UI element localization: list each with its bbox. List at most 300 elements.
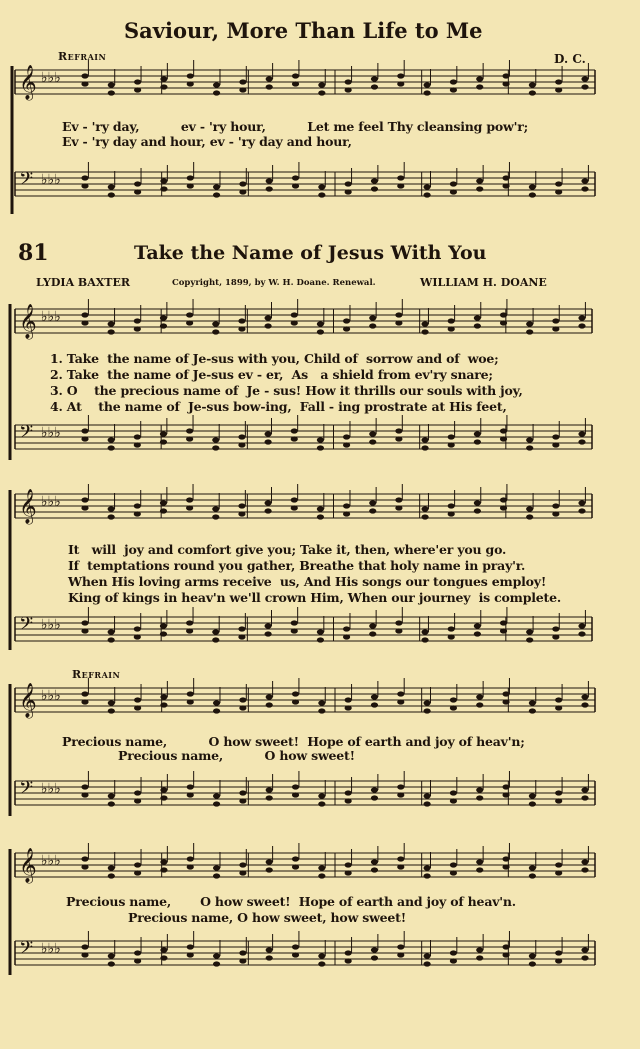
sys1-bass-note-head xyxy=(265,431,272,436)
ref1-bass-note-head xyxy=(292,784,299,789)
hymn-title: Take the Name of Jesus With You xyxy=(134,242,487,264)
ref1-treble-note-head xyxy=(555,697,562,702)
prev-bass-note-head xyxy=(555,189,562,194)
ref1-bass-note-head xyxy=(239,790,246,795)
sys2-treble-note-head xyxy=(395,505,402,510)
ref2-treble-note-head xyxy=(318,865,325,870)
ref1-treble-note-head xyxy=(266,702,273,707)
prev-bass-note-head xyxy=(581,186,588,191)
prev-bass-note-head xyxy=(581,178,588,183)
sys2-bass-note-head xyxy=(108,629,115,634)
prev-bass-note-head xyxy=(371,178,378,183)
prev-bass-note-head xyxy=(318,184,325,189)
sys2-treble-note-head xyxy=(421,514,428,519)
ref1-bass-note-head xyxy=(292,792,299,797)
prev-treble-note-head xyxy=(292,81,299,86)
ref2-bass-note-head xyxy=(108,953,115,958)
sys1-treble-note-head xyxy=(317,329,324,334)
bass-clef-icon: 𝄢 xyxy=(19,938,34,963)
sys1-treble-note-head xyxy=(500,320,507,325)
sys2-bass-note-head xyxy=(369,631,376,636)
ref2-bass-note-head xyxy=(187,952,194,957)
sys2-bass-note-head xyxy=(317,637,324,642)
sys2-bass-note-head xyxy=(343,626,350,631)
ref2-treble-note-head xyxy=(134,862,141,867)
sys1-bass-note-head xyxy=(500,428,507,433)
prev-treble-note-head xyxy=(187,81,194,86)
ref2-bass-note-head xyxy=(292,944,299,949)
sys2-bass-note-head xyxy=(134,626,141,631)
ref2-bass-note-head xyxy=(266,947,273,952)
key-signature-flats: ♭♭♭ xyxy=(41,688,61,704)
ref1-bass-note-head xyxy=(371,787,378,792)
ref2-bass-note-head xyxy=(529,953,536,958)
prev-bass-note-head xyxy=(555,181,562,186)
author-credit: LYDIA BAXTER xyxy=(36,276,131,289)
previous-refrain-label: Refrain xyxy=(58,50,107,63)
prev-treble-note-head xyxy=(134,79,141,84)
sys2-bass-note-head xyxy=(369,623,376,628)
ref2-treble-note-head xyxy=(555,870,562,875)
prev-treble-note-head xyxy=(318,82,325,87)
ref1-bass-note-head xyxy=(213,793,220,798)
refrain-line-4: Precious name, O how sweet, how sweet! xyxy=(128,910,407,925)
ref2-treble-note-head xyxy=(502,864,509,869)
ref2-treble-note-head xyxy=(529,865,536,870)
sys2-treble-note-head xyxy=(265,500,272,505)
ref2-treble-note-head xyxy=(292,864,299,869)
ref1-bass-note-head xyxy=(213,801,220,806)
bass-clef-icon: 𝄢 xyxy=(19,169,34,194)
prev-treble-note-head xyxy=(160,76,167,81)
sys2-treble-note-head xyxy=(369,500,376,505)
ref1-treble-note-head xyxy=(502,691,509,696)
ref2-bass-note-head xyxy=(160,955,167,960)
prev-bass-note-head xyxy=(160,186,167,191)
sys2-treble-note-head xyxy=(160,508,167,513)
sys2-bass-note-head xyxy=(526,629,533,634)
sys1-treble-note-head xyxy=(238,326,245,331)
ref1-bass-note-head xyxy=(476,787,483,792)
sys2-bass-note-head xyxy=(291,628,298,633)
ref1-treble-note-head xyxy=(345,697,352,702)
prev-treble-note-head xyxy=(397,81,404,86)
ref1-bass-note-head xyxy=(160,787,167,792)
ref1-treble-note-head xyxy=(581,702,588,707)
sys2-treble-note-head xyxy=(526,506,533,511)
sys1-treble-note-head xyxy=(81,320,88,325)
dc-mark: D. C. xyxy=(554,52,586,66)
ref2-bass-note-head xyxy=(187,944,194,949)
ref2-bass-note-head xyxy=(134,958,141,963)
prev-bass-note-head xyxy=(371,186,378,191)
sys1-treble-note-head xyxy=(108,321,115,326)
sys1-bass-note-head xyxy=(526,445,533,450)
ref2-treble-note-head xyxy=(555,862,562,867)
ref2-bass-note-head xyxy=(345,950,352,955)
ref2-treble-note-head xyxy=(239,862,246,867)
ref2-treble-note-head xyxy=(345,862,352,867)
ref2-treble-note-head xyxy=(160,867,167,872)
sys1-bass-note-head xyxy=(212,445,219,450)
sys1-bass-note-head xyxy=(578,431,585,436)
prev-bass-note-head xyxy=(108,184,115,189)
previous-hymn-title: Saviour, More Than Life to Me xyxy=(124,18,483,43)
sys1-treble-note-head xyxy=(421,321,428,326)
sys1-bass-note-head xyxy=(474,439,481,444)
sys1-treble-note-head xyxy=(578,323,585,328)
verse-line-7: When His loving arms receive us, And His songs our tongues employ! xyxy=(68,574,547,589)
ref2-bass-note-head xyxy=(529,961,536,966)
prev-treble-note-head xyxy=(345,87,352,92)
bass-clef-icon: 𝄢 xyxy=(19,614,34,639)
sys1-bass-note-head xyxy=(186,428,193,433)
ref1-bass-note-head xyxy=(108,801,115,806)
verse-line-5: It will joy and comfort give you; Take it, then, where'er you go. xyxy=(68,542,507,557)
key-signature-flats: ♭♭♭ xyxy=(41,781,61,797)
sys1-bass-note-head xyxy=(343,442,350,447)
prev-treble-note-head xyxy=(424,90,431,95)
refrain-line-1: Precious name, O how sweet! Hope of earth and joy of heav'n; xyxy=(62,734,525,749)
sys2-treble-note-head xyxy=(108,514,115,519)
ref1-bass-note-head xyxy=(345,790,352,795)
sys1-bass-note-head xyxy=(395,436,402,441)
sys1-treble-note-head xyxy=(291,320,298,325)
sys2-bass-note-head xyxy=(265,623,272,628)
sys2-bass-note-head xyxy=(81,620,88,625)
sys1-bass-note-head xyxy=(369,439,376,444)
sys1-bass-note-head xyxy=(448,434,455,439)
sys2-treble-note-head xyxy=(552,511,559,516)
prev-bass-note-head xyxy=(239,189,246,194)
ref2-treble-note-head xyxy=(213,865,220,870)
sys2-treble-note-head xyxy=(134,503,141,508)
ref1-treble-note-head xyxy=(160,702,167,707)
prev-treble-note-head xyxy=(502,81,509,86)
previous-lyric-line-2: Ev - 'ry day and hour, ev - 'ry day and hour, xyxy=(62,134,352,149)
prev-bass-note-head xyxy=(213,184,220,189)
ref1-bass-note-head xyxy=(555,790,562,795)
prev-treble-note-head xyxy=(450,87,457,92)
sys1-treble-note-head xyxy=(395,312,402,317)
ref2-bass-note-head xyxy=(239,958,246,963)
prev-bass-note-head xyxy=(239,181,246,186)
ref2-bass-note-head xyxy=(134,950,141,955)
ref2-treble-note-head xyxy=(397,864,404,869)
ref2-treble-note-head xyxy=(266,867,273,872)
sys1-treble-note-head xyxy=(81,312,88,317)
prev-bass-note-head xyxy=(108,192,115,197)
sys1-treble-note-head xyxy=(526,321,533,326)
ref1-bass-note-head xyxy=(187,784,194,789)
sys1-treble-note-head xyxy=(395,320,402,325)
ref1-treble-note-head xyxy=(239,705,246,710)
ref2-treble-note-head xyxy=(81,864,88,869)
ref2-treble-note-head xyxy=(581,859,588,864)
sys2-treble-note-head xyxy=(500,497,507,502)
sys2-treble-note-head xyxy=(343,511,350,516)
key-signature-flats: ♭♭♭ xyxy=(41,70,61,86)
ref1-bass-note-head xyxy=(397,784,404,789)
sys1-treble-note-head xyxy=(448,318,455,323)
ref1-treble-note-head xyxy=(450,705,457,710)
prev-bass-note-head xyxy=(292,175,299,180)
ref1-treble-note-head xyxy=(187,699,194,704)
key-signature-flats: ♭♭♭ xyxy=(41,617,61,633)
sys2-bass-note-head xyxy=(395,620,402,625)
sys2-bass-note-head xyxy=(552,634,559,639)
prev-treble-note-head xyxy=(239,79,246,84)
ref1-bass-note-head xyxy=(424,801,431,806)
bass-clef-icon: 𝄢 xyxy=(19,778,34,803)
sys2-treble-note-head xyxy=(186,497,193,502)
prev-treble-note-head xyxy=(213,82,220,87)
sys2-treble-note-head xyxy=(317,514,324,519)
key-signature-flats: ♭♭♭ xyxy=(41,941,61,957)
sys1-bass-note-head xyxy=(186,436,193,441)
prev-treble-note-head xyxy=(134,87,141,92)
sys1-treble-note-head xyxy=(448,326,455,331)
ref1-bass-note-head xyxy=(397,792,404,797)
ref1-treble-note-head xyxy=(371,694,378,699)
prev-treble-note-head xyxy=(239,87,246,92)
prev-treble-note-head xyxy=(108,90,115,95)
prev-bass-note-head xyxy=(476,186,483,191)
sys2-treble-note-head xyxy=(212,506,219,511)
prev-bass-note-head xyxy=(292,183,299,188)
verse-line-2: 2. Take the name of Je-sus ev - er, As a shield from ev'ry snare; xyxy=(50,367,493,382)
sys1-treble-note-head xyxy=(526,329,533,334)
sys1-bass-note-head xyxy=(500,436,507,441)
ref1-treble-note-head xyxy=(450,697,457,702)
sys2-treble-note-head xyxy=(265,508,272,513)
sys1-treble-note-head xyxy=(343,326,350,331)
sys2-treble-note-head xyxy=(160,500,167,505)
sys1-treble-note-head xyxy=(134,326,141,331)
ref1-treble-note-head xyxy=(476,694,483,699)
bass-clef-icon: 𝄢 xyxy=(19,422,34,447)
ref1-treble-note-head xyxy=(581,694,588,699)
sys1-bass-note-head xyxy=(134,442,141,447)
prev-treble-note-head xyxy=(371,76,378,81)
ref2-bass-note-head xyxy=(371,955,378,960)
ref1-bass-note-head xyxy=(581,795,588,800)
ref2-treble-note-head xyxy=(239,870,246,875)
prev-bass-note-head xyxy=(345,181,352,186)
ref2-bass-note-head xyxy=(424,953,431,958)
sys2-treble-note-head xyxy=(238,511,245,516)
sys2-bass-note-head xyxy=(291,620,298,625)
sys1-bass-note-head xyxy=(134,434,141,439)
sys2-bass-note-head xyxy=(343,634,350,639)
ref1-treble-note-head xyxy=(160,694,167,699)
sys1-bass-note-head xyxy=(291,436,298,441)
sys1-treble-note-head xyxy=(369,323,376,328)
sys2-treble-note-head xyxy=(448,511,455,516)
ref2-bass-note-head xyxy=(213,953,220,958)
ref2-bass-note-head xyxy=(476,955,483,960)
ref1-treble-note-head xyxy=(371,702,378,707)
prev-treble-note-head xyxy=(345,79,352,84)
treble-clef-icon: 𝄞 xyxy=(19,848,37,883)
sys1-bass-note-head xyxy=(552,434,559,439)
sys1-treble-note-head xyxy=(160,315,167,320)
sys2-treble-note-head xyxy=(578,500,585,505)
sys1-treble-note-head xyxy=(265,315,272,320)
ref1-bass-note-head xyxy=(581,787,588,792)
prev-bass-note-head xyxy=(213,192,220,197)
prev-bass-note-head xyxy=(134,189,141,194)
ref2-bass-note-head xyxy=(318,961,325,966)
ref2-bass-note-head xyxy=(502,944,509,949)
refrain-line-2: Precious name, O how sweet! xyxy=(118,748,355,763)
ref1-bass-note-head xyxy=(134,798,141,803)
ref1-bass-note-head xyxy=(81,784,88,789)
prev-bass-note-head xyxy=(502,183,509,188)
ref2-treble-note-head xyxy=(266,859,273,864)
ref1-bass-note-head xyxy=(502,792,509,797)
ref2-treble-note-head xyxy=(502,856,509,861)
ref1-treble-note-head xyxy=(108,700,115,705)
ref1-treble-note-head xyxy=(134,697,141,702)
ref1-treble-note-head xyxy=(81,699,88,704)
ref2-treble-note-head xyxy=(292,856,299,861)
ref2-bass-note-head xyxy=(450,950,457,955)
ref1-bass-note-head xyxy=(529,801,536,806)
ref1-treble-note-head xyxy=(292,691,299,696)
ref2-treble-note-head xyxy=(81,856,88,861)
ref2-bass-note-head xyxy=(108,961,115,966)
prev-treble-note-head xyxy=(81,73,88,78)
sys2-treble-note-head xyxy=(578,508,585,513)
ref2-bass-note-head xyxy=(555,950,562,955)
sys2-treble-note-head xyxy=(108,506,115,511)
sys1-treble-note-head xyxy=(474,323,481,328)
ref2-treble-note-head xyxy=(450,862,457,867)
ref2-bass-note-head xyxy=(397,952,404,957)
prev-treble-note-head xyxy=(213,90,220,95)
sys2-bass-note-head xyxy=(395,628,402,633)
prev-bass-note-head xyxy=(345,189,352,194)
sys1-bass-note-head xyxy=(526,437,533,442)
sys1-bass-note-head xyxy=(448,442,455,447)
ref2-bass-note-head xyxy=(502,952,509,957)
sys1-treble-note-head xyxy=(369,315,376,320)
prev-treble-note-head xyxy=(581,76,588,81)
copyright-notice: Copyright, 1899, by W. H. Doane. Renewal. xyxy=(172,278,376,288)
ref2-treble-note-head xyxy=(187,864,194,869)
prev-treble-note-head xyxy=(450,79,457,84)
sys2-treble-note-head xyxy=(500,505,507,510)
prev-bass-note-head xyxy=(134,181,141,186)
treble-clef-icon: 𝄞 xyxy=(19,304,37,339)
ref2-bass-note-head xyxy=(239,950,246,955)
sys1-bass-note-head xyxy=(160,439,167,444)
prev-bass-note-head xyxy=(318,192,325,197)
sys1-treble-note-head xyxy=(265,323,272,328)
treble-clef-icon: 𝄞 xyxy=(19,489,37,524)
prev-bass-note-head xyxy=(397,183,404,188)
sys2-bass-note-head xyxy=(238,634,245,639)
ref1-bass-note-head xyxy=(266,787,273,792)
key-signature-flats: ♭♭♭ xyxy=(41,425,61,441)
sys2-bass-note-head xyxy=(186,628,193,633)
sys2-treble-note-head xyxy=(317,506,324,511)
sys2-bass-note-head xyxy=(81,628,88,633)
prev-bass-note-head xyxy=(476,178,483,183)
ref2-bass-note-head xyxy=(266,955,273,960)
sys1-bass-note-head xyxy=(160,431,167,436)
key-signature-flats: ♭♭♭ xyxy=(41,172,61,188)
sys2-bass-note-head xyxy=(212,637,219,642)
ref1-bass-note-head xyxy=(318,801,325,806)
ref1-treble-note-head xyxy=(81,691,88,696)
sys2-bass-note-head xyxy=(317,629,324,634)
sys2-bass-note-head xyxy=(134,634,141,639)
prev-treble-note-head xyxy=(397,73,404,78)
prev-treble-note-head xyxy=(292,73,299,78)
sys2-bass-note-head xyxy=(108,637,115,642)
previous-lyric-line-1: Ev - 'ry day, ev - 'ry hour, Let me feel Thy cleansing pow'r; xyxy=(62,119,528,134)
refrain-label: Refrain xyxy=(72,668,121,681)
ref1-bass-note-head xyxy=(424,793,431,798)
prev-treble-note-head xyxy=(266,84,273,89)
ref1-bass-note-head xyxy=(555,798,562,803)
sys2-treble-note-head xyxy=(421,506,428,511)
sys1-bass-note-head xyxy=(238,442,245,447)
sys1-treble-note-head xyxy=(552,318,559,323)
sys1-treble-note-head xyxy=(186,312,193,317)
ref1-bass-note-head xyxy=(160,795,167,800)
sys1-treble-note-head xyxy=(421,329,428,334)
sys2-treble-note-head xyxy=(186,505,193,510)
ref1-treble-note-head xyxy=(502,699,509,704)
ref2-treble-note-head xyxy=(450,870,457,875)
sys1-treble-note-head xyxy=(317,321,324,326)
prev-treble-note-head xyxy=(476,76,483,81)
ref2-bass-note-head xyxy=(81,944,88,949)
refrain-line-3: Precious name, O how sweet! Hope of earth and joy of heav'n. xyxy=(66,894,516,909)
ref2-treble-note-head xyxy=(397,856,404,861)
ref1-bass-note-head xyxy=(239,798,246,803)
prev-bass-note-head xyxy=(450,181,457,186)
ref2-treble-note-head xyxy=(187,856,194,861)
sys2-bass-note-head xyxy=(160,631,167,636)
sys1-treble-note-head xyxy=(186,320,193,325)
ref2-treble-note-head xyxy=(476,859,483,864)
sys2-bass-note-head xyxy=(500,620,507,625)
sys2-treble-note-head xyxy=(552,503,559,508)
sys2-treble-note-head xyxy=(81,497,88,502)
prev-treble-note-head xyxy=(371,84,378,89)
prev-bass-note-head xyxy=(187,183,194,188)
key-signature-flats: ♭♭♭ xyxy=(41,309,61,325)
ref1-treble-note-head xyxy=(108,708,115,713)
prev-bass-note-head xyxy=(424,192,431,197)
ref1-treble-note-head xyxy=(134,705,141,710)
ref2-bass-note-head xyxy=(581,955,588,960)
ref1-bass-note-head xyxy=(345,798,352,803)
ref1-treble-note-head xyxy=(187,691,194,696)
sys2-treble-note-head xyxy=(134,511,141,516)
sys1-bass-note-head xyxy=(552,442,559,447)
sys2-bass-note-head xyxy=(526,637,533,642)
ref2-treble-note-head xyxy=(529,873,536,878)
ref1-bass-note-head xyxy=(108,793,115,798)
ref2-treble-note-head xyxy=(581,867,588,872)
ref2-bass-note-head xyxy=(397,944,404,949)
sys2-bass-note-head xyxy=(474,623,481,628)
